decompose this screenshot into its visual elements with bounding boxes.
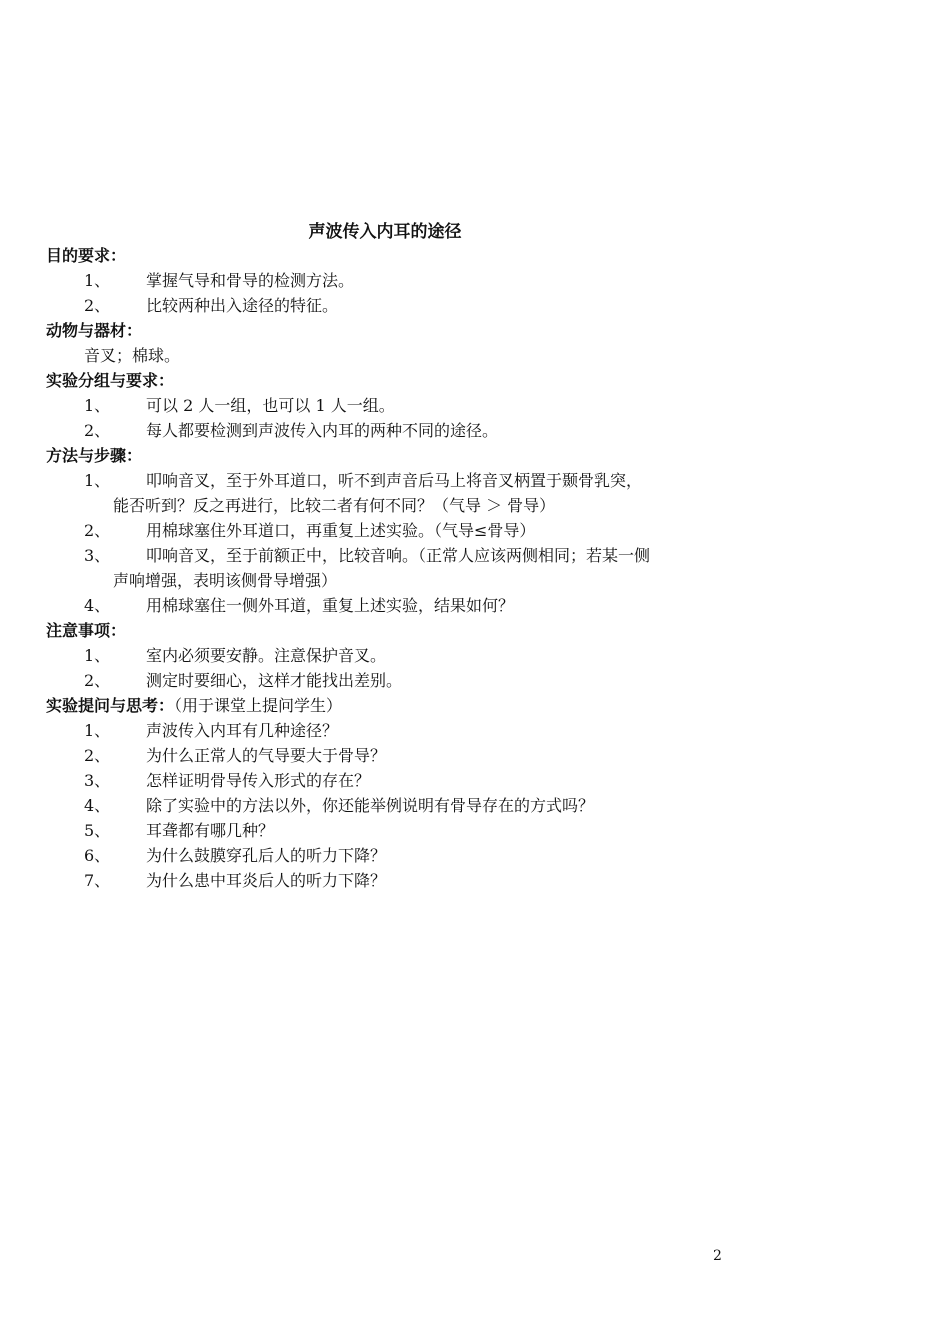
list-item xyxy=(46,743,746,768)
list-item xyxy=(46,843,746,868)
list-item xyxy=(46,593,746,618)
questions-heading-label: 实验提问与思考： xyxy=(46,696,175,715)
item-text: 可以 2 人一组，也可以 1 人一组。 xyxy=(146,396,395,415)
list-item xyxy=(46,418,746,443)
list-item xyxy=(46,468,746,493)
list-item xyxy=(46,668,746,693)
item-text: 为什么鼓膜穿孔后人的听力下降？ xyxy=(146,846,387,865)
list-item xyxy=(46,643,746,668)
item-text: 比较两种出入途径的特征。 xyxy=(146,296,339,315)
list-item xyxy=(46,293,746,318)
section-heading-purpose: 目的要求： xyxy=(46,246,127,265)
item-number: 7、 xyxy=(84,871,111,890)
item-number: 4、 xyxy=(84,596,111,615)
item-number: 4、 xyxy=(84,796,111,815)
section-heading-methods: 方法与步骤： xyxy=(46,446,143,465)
list-item xyxy=(46,868,746,893)
item-number: 2、 xyxy=(84,521,111,540)
item-text: 叩响音叉，至于前额正中，比较音响。（正常人应该两侧相同；若某一侧 xyxy=(146,546,651,565)
item-text: 为什么患中耳炎后人的听力下降？ xyxy=(146,871,387,890)
list-item xyxy=(46,718,746,743)
section-heading-grouping: 实验分组与要求： xyxy=(46,371,175,390)
item-number: 2、 xyxy=(84,746,111,765)
item-continuation: 声响增强，表明该侧骨导增强） xyxy=(113,571,338,590)
list-item xyxy=(46,543,746,568)
item-text: 每人都要检测到声波传入内耳的两种不同的途径。 xyxy=(146,421,499,440)
item-number: 1、 xyxy=(84,271,111,290)
item-number: 1、 xyxy=(84,471,111,490)
document-body xyxy=(46,243,746,893)
item-text: 测定时要细心，这样才能找出差别。 xyxy=(146,671,403,690)
document-title: 声波传入内耳的途径 xyxy=(308,222,462,242)
item-number: 1、 xyxy=(84,396,111,415)
item-text: 怎样证明骨导传入形式的存在？ xyxy=(146,771,371,790)
item-text: 声波传入内耳有几种途径？ xyxy=(146,721,339,740)
item-number: 2、 xyxy=(84,296,111,315)
list-item xyxy=(46,518,746,543)
section-heading-notes: 注意事项： xyxy=(46,621,127,640)
section-heading-questions xyxy=(46,693,746,718)
list-item xyxy=(46,268,746,293)
page-number: 2 xyxy=(713,1248,722,1264)
list-item xyxy=(46,768,746,793)
item-number: 5、 xyxy=(84,821,111,840)
materials-text: 音叉；棉球。 xyxy=(84,346,181,365)
item-text: 用棉球塞住外耳道口，再重复上述实验。（气导≤骨导） xyxy=(146,521,536,540)
item-text: 耳聋都有哪几种？ xyxy=(146,821,275,840)
item-text: 掌握气导和骨导的检测方法。 xyxy=(146,271,355,290)
item-number: 2、 xyxy=(84,671,111,690)
list-item xyxy=(46,818,746,843)
item-continuation: 能否听到？反之再进行，比较二者有何不同？（气导 ＞ 骨导） xyxy=(113,496,556,515)
list-item xyxy=(46,793,746,818)
item-text: 为什么正常人的气导要大于骨导？ xyxy=(146,746,387,765)
item-number: 3、 xyxy=(84,771,111,790)
questions-heading-note: （用于课堂上提问学生） xyxy=(174,696,343,715)
item-text: 叩响音叉，至于外耳道口，听不到声音后马上将音叉柄置于颞骨乳突， xyxy=(146,471,643,490)
item-number: 6、 xyxy=(84,846,111,865)
item-text: 用棉球塞住一侧外耳道，重复上述实验，结果如何？ xyxy=(146,596,515,615)
list-item xyxy=(46,393,746,418)
item-number: 2、 xyxy=(84,421,111,440)
section-heading-materials: 动物与器材： xyxy=(46,321,143,340)
item-number: 1、 xyxy=(84,646,111,665)
item-text: 室内必须要安静。注意保护音叉。 xyxy=(146,646,387,665)
item-text: 除了实验中的方法以外，你还能举例说明有骨导存在的方式吗？ xyxy=(146,796,595,815)
item-number: 3、 xyxy=(84,546,111,565)
item-number: 1、 xyxy=(84,721,111,740)
